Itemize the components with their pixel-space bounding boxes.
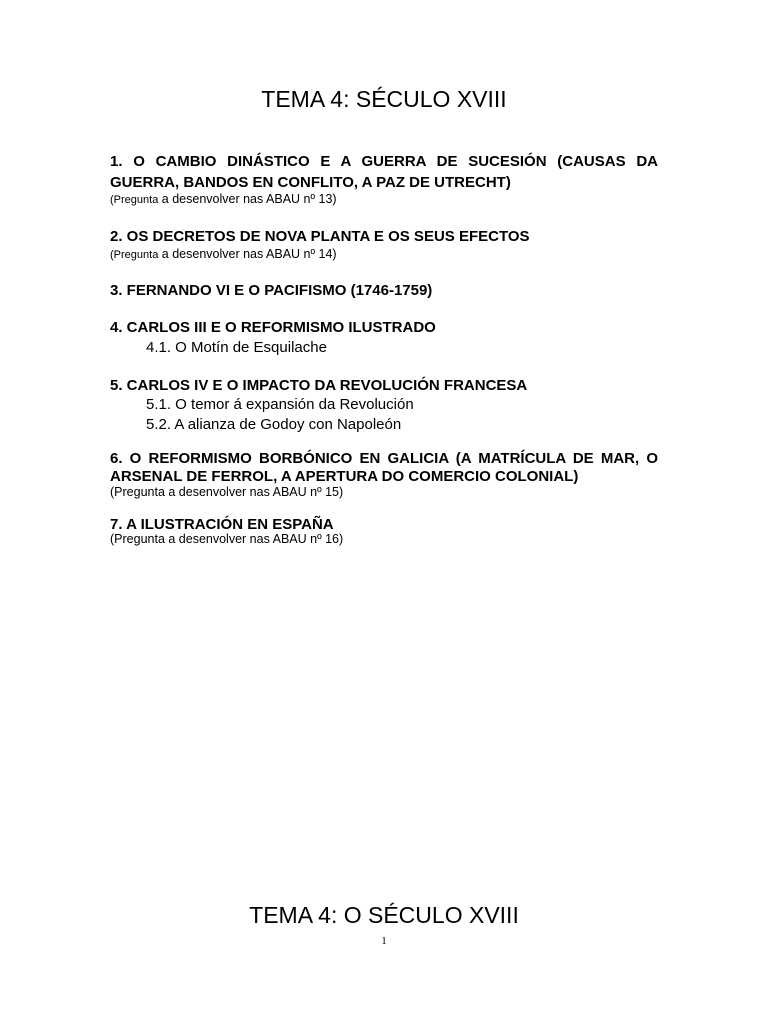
page-number: 1 [381, 935, 387, 947]
section-4-subitem-1: 4.1. O Motín de Esquilache [146, 339, 327, 356]
footer-title: TEMA 4: O SÉCULO XVIII [249, 902, 519, 928]
page-title: TEMA 4: SÉCULO XVIII [261, 86, 507, 112]
section-2-heading: 2. OS DECRETOS DE NOVA PLANTA E OS SEUS EFECTOS [110, 228, 530, 245]
section-1-note [110, 192, 658, 208]
section-1-heading: 1. O CAMBIO DINÁSTICO E A GUERRA DE SUCESIÓN (CAUSAS DA GUERRA, BANDOS EN CONFLITO, A PAZ DE UTRECHT) [110, 153, 658, 191]
section-5-subitem-1: 5.1. O temor á expansión da Revolución [146, 396, 414, 413]
section-7-heading: 7. A ILUSTRACIÓN EN ESPAÑA [110, 516, 334, 533]
section-4-heading: 4. CARLOS III E O REFORMISMO ILUSTRADO [110, 319, 436, 336]
section-2-note [110, 247, 658, 263]
section-6-note: (Pregunta a desenvolver nas ABAU nº 15) [110, 485, 344, 499]
section-3-heading: 3. FERNANDO VI E O PACIFISMO (1746-1759) [110, 282, 433, 299]
section-2-note-rest: a desenvolver nas ABAU nº 14) [158, 247, 337, 261]
section-2-note-lead: (Pregunta [110, 249, 159, 261]
section-5-subitem-2: 5.2. A alianza de Godoy con Napoleón [146, 416, 402, 433]
section-6-heading: 6. O REFORMISMO BORBÓNICO EN GALICIA (A MATRÍCULA DE MAR, O ARSENAL DE FERROL, A APERTURA DO COMERCIO COLONIAL) [110, 450, 658, 485]
section-7-note: (Pregunta a desenvolver nas ABAU nº 16) [110, 532, 344, 546]
section-1-note-lead: (Pregunta [110, 194, 159, 206]
section-5-heading: 5. CARLOS IV E O IMPACTO DA REVOLUCIÓN FRANCESA [110, 377, 528, 394]
section-1-note-rest: a desenvolver nas ABAU nº 13) [158, 192, 337, 206]
